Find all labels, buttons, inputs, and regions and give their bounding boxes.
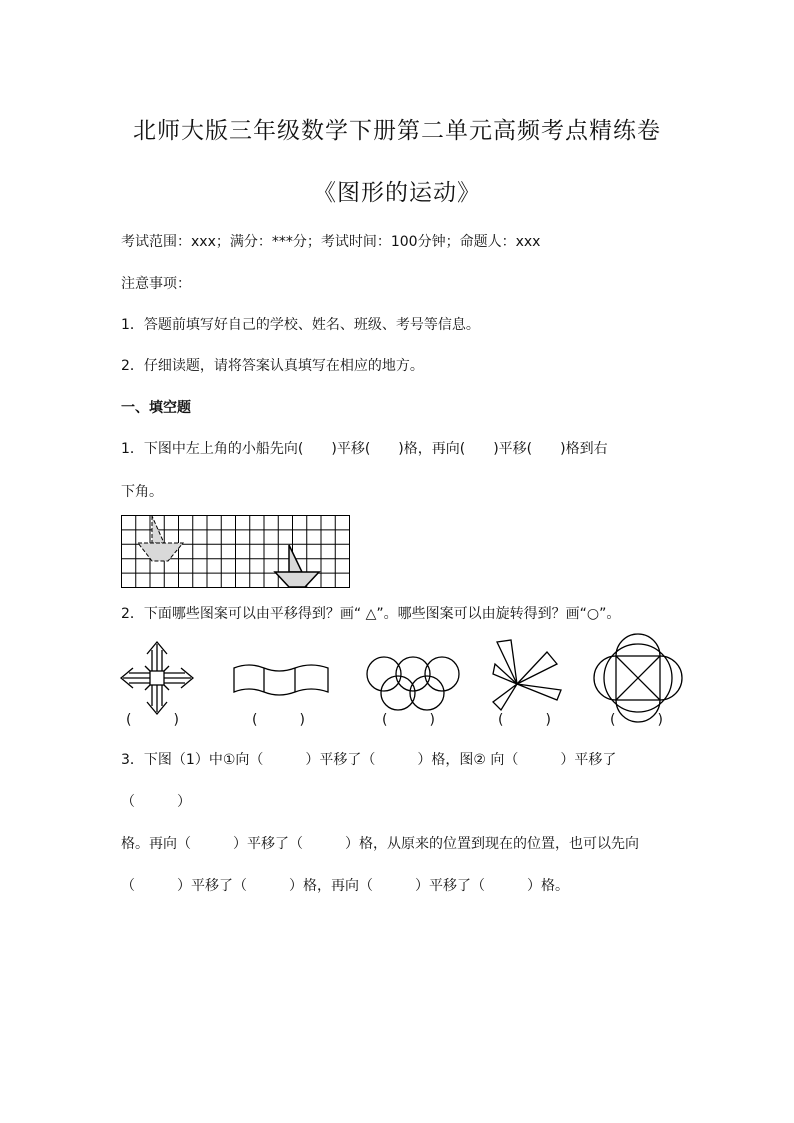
- olympic-rings-icon: [366, 655, 460, 713]
- question-1-line-2: 下角。: [121, 484, 163, 500]
- page-subtitle: 《图形的运动》: [313, 180, 481, 206]
- circle-square-icon: [602, 642, 674, 714]
- answer-blank-1[interactable]: ( ): [126, 712, 179, 728]
- exam-info: 考试范围：xxx；满分：***分；考试时间：100分钟；命题人：xxx: [121, 234, 541, 250]
- question-3-line-2: （ ）: [121, 794, 191, 810]
- answer-blank-4[interactable]: ( ): [498, 712, 551, 728]
- question-3-line-4: （ ）平移了（ ）格，再向（ ）平移了（ ）格。: [121, 878, 569, 894]
- question-1-line-1: 1．下图中左上角的小船先向( )平移( )格，再向( )平移( )格到右: [121, 441, 608, 457]
- arrows-cross-icon: [119, 640, 195, 716]
- note-item-2: 2．仔细读题，请将答案认真填写在相应的地方。: [121, 358, 424, 374]
- section-heading: 一、填空题: [121, 400, 191, 416]
- notes-heading: 注意事项：: [121, 276, 191, 292]
- pinwheel-icon: [491, 640, 563, 712]
- answer-blank-3[interactable]: ( ): [382, 712, 435, 728]
- wavy-band-icon: [233, 662, 329, 696]
- boat-icon-moved: [275, 545, 319, 587]
- page-title: 北师大版三年级数学下册第二单元高频考点精练卷: [133, 118, 661, 144]
- boat-grid-figure: [121, 515, 350, 588]
- answer-blank-5[interactable]: ( ): [610, 712, 663, 728]
- boat-icon: [138, 516, 183, 561]
- answer-blank-2[interactable]: ( ): [252, 712, 305, 728]
- question-3-line-3: 格。再向（ ）平移了（ ）格，从原来的位置到现在的位置，也可以先向: [121, 836, 639, 852]
- question-3-line-1: 3．下图（1）中①向（ ）平移了（ ）格，图② 向（ ）平移了: [121, 752, 617, 768]
- note-item-1: 1．答题前填写好自己的学校、姓名、班级、考号等信息。: [121, 317, 480, 333]
- question-2-text: 2．下面哪些图案可以由平移得到？画“ △”。哪些图案可以由旋转得到？画“○”。: [121, 606, 621, 622]
